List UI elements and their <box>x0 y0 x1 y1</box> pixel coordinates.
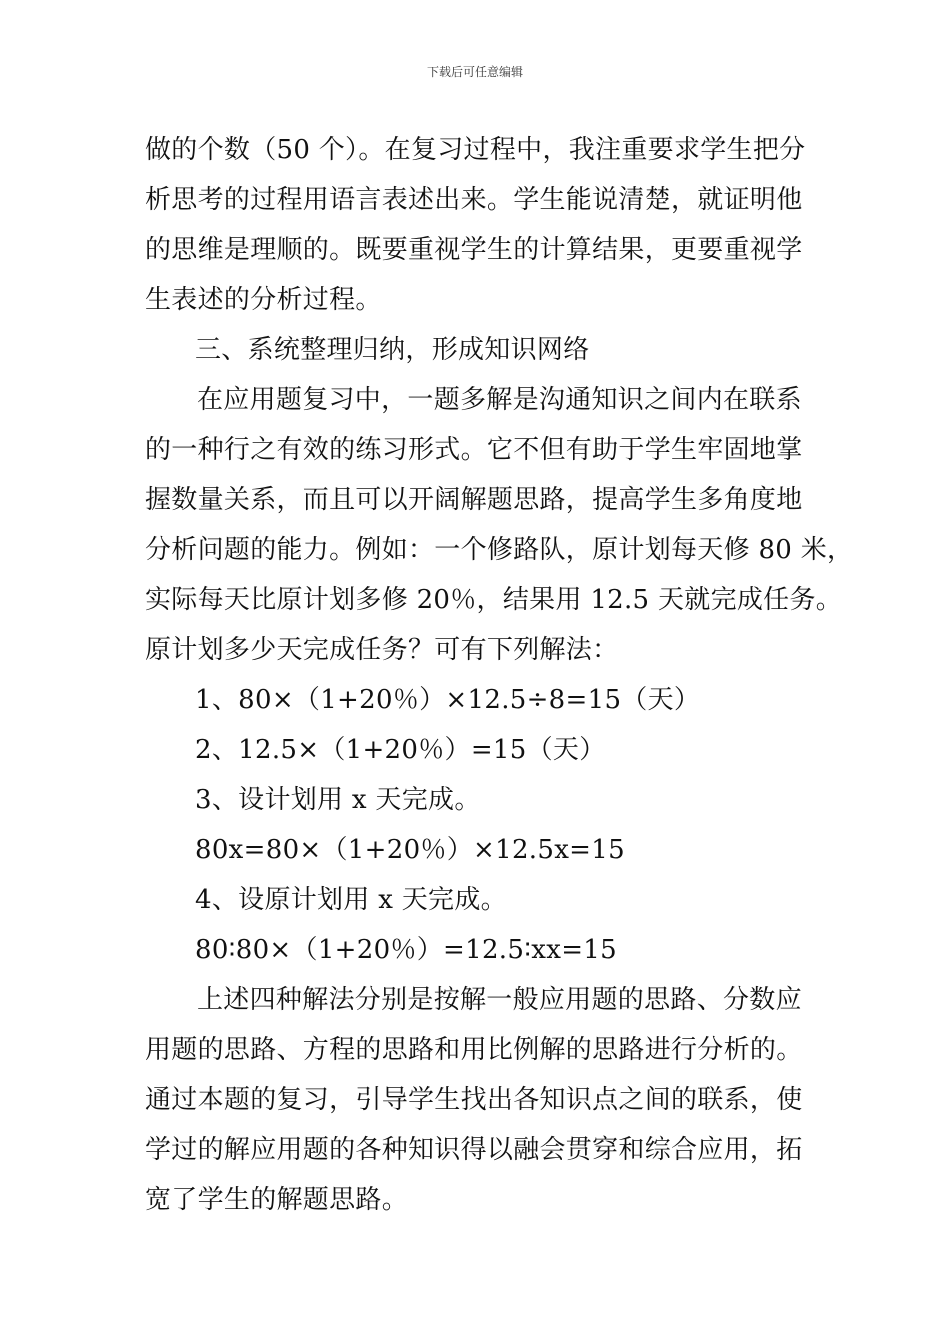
text-line: 的思维是理顺的。既要重视学生的计算结果，更要重视学 <box>145 235 803 265</box>
text-line: 析思考的过程用语言表述出来。学生能说清楚，就证明他 <box>145 185 803 215</box>
solution-line: 2、12.5×（1+20％）=15（天） <box>195 735 606 765</box>
text-line: 在应用题复习中，一题多解是沟通知识之间内在联系 <box>197 385 802 415</box>
text-line: 生表述的分析过程。 <box>145 285 382 315</box>
solution-line: 4、设原计划用 x 天完成。 <box>195 885 507 915</box>
text-line: 握数量关系，而且可以开阔解题思路，提高学生多角度地 <box>145 485 803 515</box>
text-line: 的一种行之有效的练习形式。它不但有助于学生牢固地掌 <box>145 435 803 465</box>
text-line: 学过的解应用题的各种知识得以融会贯穿和综合应用，拓 <box>145 1135 803 1165</box>
page-header: 下载后可任意编辑 <box>426 65 523 79</box>
text-line: 实际每天比原计划多修 20％，结果用 12.5 天就完成任务。 <box>145 585 843 615</box>
text-line: 分析问题的能力。例如：一个修路队，原计划每天修 80 米， <box>145 535 854 565</box>
solution-line: 80∶80×（1+20％）=12.5∶xx=15 <box>195 935 617 965</box>
solution-line: 1、80×（1+20％）×12.5÷8=15（天） <box>195 685 701 715</box>
solution-line: 3、设计划用 x 天完成。 <box>195 785 481 815</box>
document-body <box>145 125 854 1225</box>
text-line: 上述四种解法分别是按解一般应用题的思路、分数应 <box>197 985 802 1015</box>
text-line: 通过本题的复习，引导学生找出各知识点之间的联系，使 <box>145 1085 803 1115</box>
solution-line: 80x=80×（1+20％）×12.5x=15 <box>195 835 625 865</box>
text-line: 做的个数（50 个）。在复习过程中，我注重要求学生把分 <box>145 135 806 165</box>
text-line: 宽了学生的解题思路。 <box>145 1185 409 1215</box>
text-line: 原计划多少天完成任务？可有下列解法： <box>145 635 619 665</box>
text-line: 用题的思路、方程的思路和用比例解的思路进行分析的。 <box>145 1035 803 1065</box>
section-heading: 三、系统整理归纳，形成知识网络 <box>195 335 590 365</box>
